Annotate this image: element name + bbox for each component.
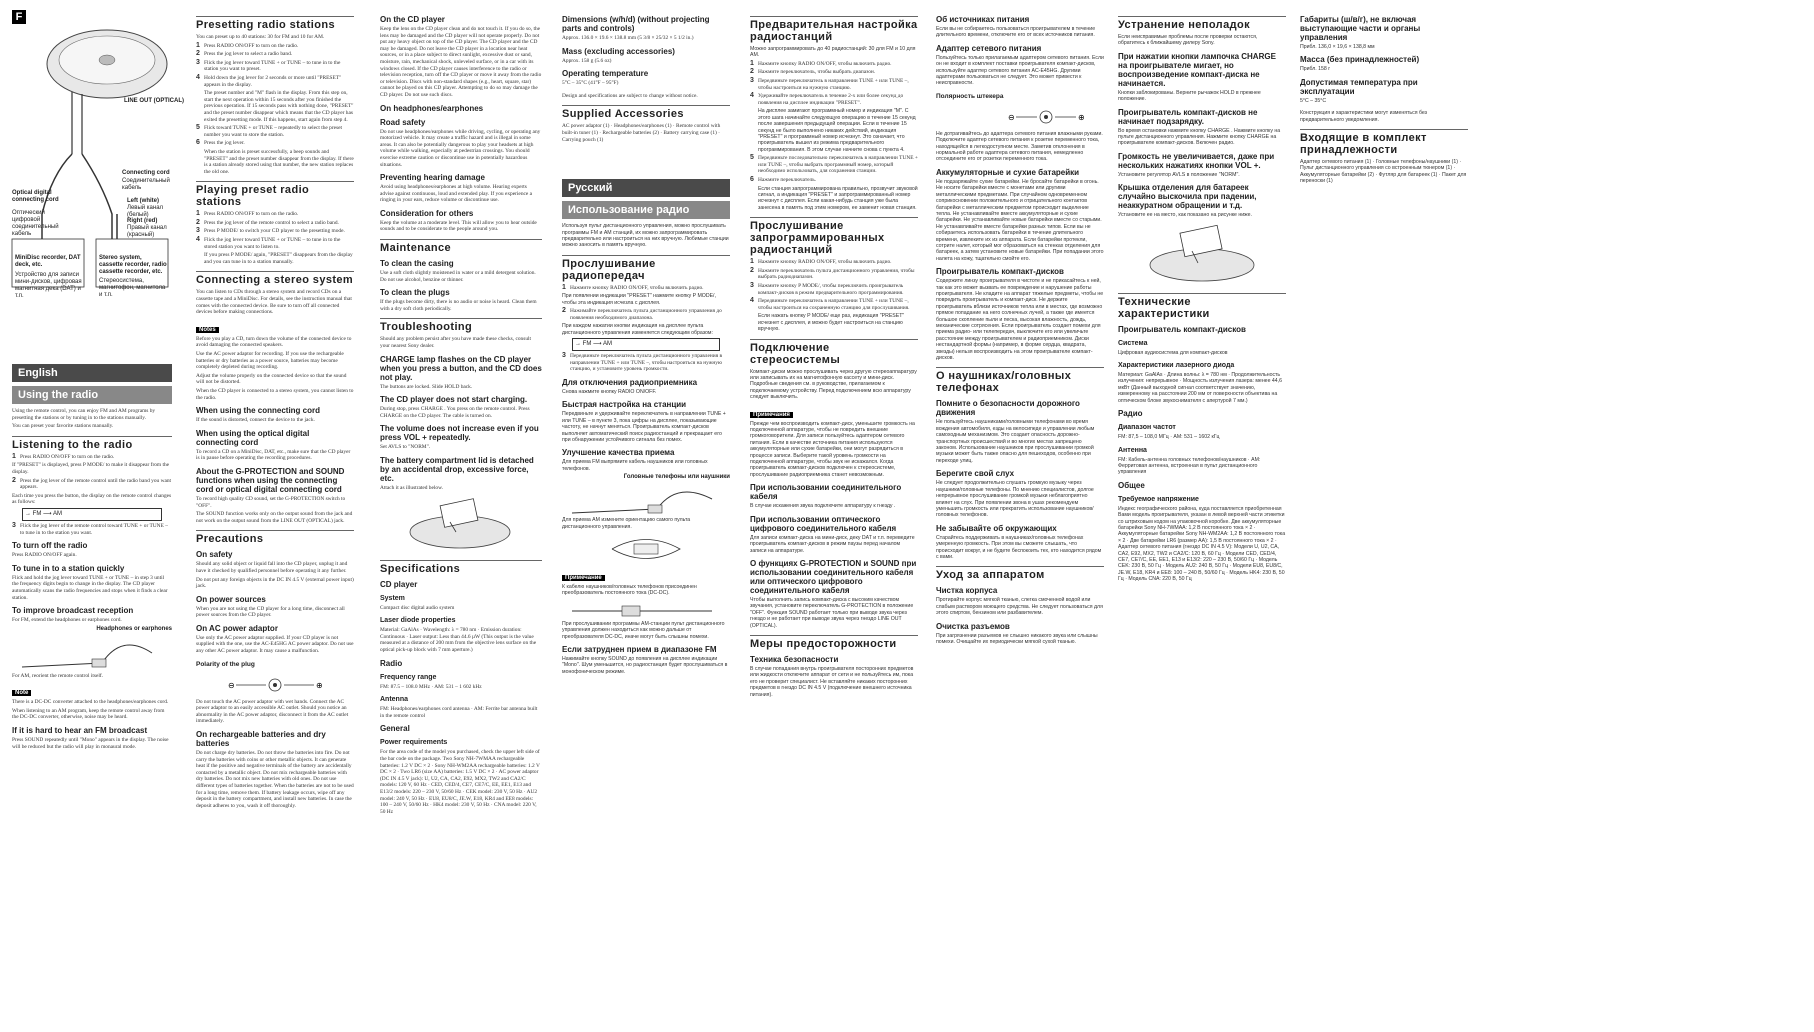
trouble-3-heading: The volume does not increase even if you press VOL + repeatedly. (380, 424, 539, 443)
ru-power-req-heading: Требуемое напряжение (1118, 495, 1199, 503)
cd-player-heading: CD player (380, 579, 418, 589)
using-cord-heading: When using the connecting cord (196, 406, 320, 416)
playing-step-1: 1 Press RADIO ON/OFF to turn on the radio. (196, 210, 299, 218)
optical-cord-label-ru: Оптический цифровой соединительный кабель (12, 210, 59, 237)
laser-text: Material: GaAlAs · Wavelength: λ = 780 nm · Emission duration: Continuous · Laser output: Less than 44.6 µW (This output is the value measured at a distance of 200 mm from the objective lens surface on the optical pick-up block with 7 mm aperture.) (380, 627, 537, 653)
power-src-text: When you are not using the CD player for a long time, disconnect all power sources from the CD player. (196, 605, 345, 619)
cd-text: Keep the lens on the CD player clean and do not touch it. If you do so, the lens may be damaged and the CD player will not operate properly. Do not put any heavy object on top of the CD player. The CD player and the CD may be damaged. Do not leave the CD player in a location near heat sources, or in a place subject to direct sunlight, excessive dust or sand, moisture, rain, mechanical shock, unleveled surface, or in a car with its windows closed. If the CD player causes interference to the radio or television reception, turn off the CD player or move it away from the radio or television. Discs with non-standard shapes (e.g., heart, square, star) cannot be played on this CD player. Attempting to do so may damage the CD player. Do not use such discs. (380, 26, 542, 98)
connecting-text: You can listen to CDs through a stereo system and record CDs on a cassette tape and a MiniDisc. For details, see the instruction manual that comes with the connected device. Be sure to turn off all connected devices before making connections. (196, 289, 352, 316)
ru-presetting-step-4b: На дисплее замигают программный номер и индикация "M". С этого шага начинайте следующую операцию в течение 15 секунд после завершения предыдущей операции. Если в течение 15 секунд не было выполнено никаких действий, индикация "PRESET" и программный номер исчезнут. Это означает, что проигрыватель вышел из режима предварительного программирования. В этом случае начните снова с пункта 4. (758, 108, 916, 153)
ru-road-heading: Помните о безопасности дорожного движения (936, 399, 1080, 418)
ru-note-tag: Примечание (562, 575, 605, 581)
supplied-text: AC power adaptor (1) · Headphones/earphones (1) · Remote control with built-in tuner (1) · Rechargeable batteries (2) · Battery carrying case (1) · Carrying pouch (1) (562, 123, 721, 143)
ru-band-cycle: → FM ⟶ AM (572, 338, 720, 351)
notes-1: Before you play a CD, turn down the volume of the connected device to avoid damaging the connected speakers. (196, 335, 352, 349)
ru-safety-text: В случае попадания внутрь проигрывателя посторонних предметов или жидкости отключите аппарат от сети и не пользуйтесь им, пока его не проверит специалист. Не вставляйте никаких посторонних предметов в гнездо DC IN 4.5 V (подключение внешнего источника питания). (750, 665, 914, 698)
optical-heading: When using the optical digital connecting cord (196, 428, 310, 447)
others-text: Keep the volume at a moderate level. This will allow you to hear outside sounds and to be considerate to the people around you. (380, 219, 537, 233)
column-5 (750, 10, 918, 1022)
ru-cd-heading: Проигрыватель компакт-дисков (936, 267, 1064, 277)
ru-ac-text: Пользуйтесь только прилагаемым адаптером сетевого питания. Если он не входит в комплект поставки проигрывателя компакт-дисков, используйте адаптер сетевого питания AC-E45HG. Другими адаптерами пользоваться не следует. Это может привести к неисправности. (936, 54, 1104, 87)
ru-precautions-heading: Меры предосторожности (750, 635, 918, 650)
ru-listening-step-1: 1 Нажмите кнопку RADIO ON/OFF, чтобы включить радио. (562, 283, 704, 291)
playing-text: If you press P MODE/ again, "PRESET" disappears from the display and you can tune in to a station manually. (204, 252, 353, 265)
ru-antenna-heading: Антенна (1118, 446, 1147, 454)
tune-quick-text: Flick and hold the jog lever toward TUNE + or TUNE – in step 3 until the frequency digits begin to change in the display. The CD player automatically scans the radio frequencies and stops when it finds a clear station. (12, 574, 168, 601)
ru-safety-heading: Техника безопасности (750, 654, 839, 664)
gprot-text-2: The SOUND function works only on the output sound from the jack and not work on the output sound from the LINE OUT (OPTICAL) jack. (196, 511, 353, 524)
ru-plugs-text: При загрязнении разъемов не слышно никакого звука или слышны помехи. Очищайте их периодически мягкой сухой тканью. (936, 632, 1098, 645)
ru-headphones-illustration (562, 481, 730, 517)
ru-trouble-1-text: Кнопки заблокированы. Верните рычажок HOLD в прежнее положение. (1118, 89, 1261, 103)
right-red-label: Right (red) (127, 218, 158, 224)
headphones-label: Headphones or earphones (96, 625, 172, 632)
ru-optical-text: Для записи компакт-диска на мини-диск, деку DAT и т.п. переведите проигрыватель компакт-дисков в режим паузы перед началом записи на аппаратуре. (750, 534, 915, 554)
column-1 (12, 10, 184, 1022)
turn-off-text: Press RADIO ON/OFF again. (12, 552, 77, 559)
plugs-heading: To clean the plugs (380, 288, 450, 298)
supplied-heading: Supplied Accessories (562, 105, 730, 120)
listening-step-1b: If "PRESET" is displayed, press P MODE/ to make it disappear from the display. (12, 462, 170, 475)
power-req-text: For the area code of the model you purchased, check the upper left side of the bar code on the package. Two Sony NH-7WMAA rechargeable batteries: 1.2 V DC × 2 · Sony NH-WM2AA rechargeable batteries: 1.2 V DC × 2 · Two LR6 (size AA) batteries: 1.5 V DC × 2 · AC power adaptor (DC IN 4.5 V jack): U, U2, CA, CA2, E92, MX2, TW2 and CA2/C models: 120 V, 60 Hz · CED, CED/4, CE7, CE7/C, EE, EE1, E13 and E13/2 models: 220 – 230 V, 50/60 Hz · CEK model: 230 V, 50 Hz · AU2 model: 240 V, 50 Hz · EU8, EU8/C, JE.W, E18, KR4 and EE8 models: 100 – 240 V, 50/60 Hz · HK4 model: 230 V, 50 Hz · CNA model: 220 V, 50 Hz (380, 749, 540, 815)
ru-gprot-text: Чтобы выполнить запись компакт-диска с высоким качеством звучания, установите переключатель G-PROTECTION в положение "OFF". Функция SOUND работает только при выводе звука через гнездо и не работает при выводе звука через гнездо LINE OUT (OPTICAL). (750, 596, 914, 629)
ru-polarity-plug-icon (936, 103, 1104, 131)
ru-playing-step-2: 2 Нажмите переключатель пульта дистанционного управления, чтобы выбрать радиодиапазон. (750, 266, 915, 281)
safety-text-1: Should any solid object or liquid fall into the CD player, unplug it and have it checked by qualified personnel before operating it any further. (196, 561, 348, 574)
ac-text-2: Do not touch the AC power adaptor with wet hands. Connect the AC power adaptor to an easily accessible AC outlet. Should you notice an abnormality in the AC power adaptor, disconnect it from the AC outlet immediately. (196, 698, 349, 725)
ru-trouble-4-text: Установите ее на место, как показано на рисунке ниже. (1118, 212, 1252, 219)
ru-headphones-label: Головные телефоны или наушники (623, 474, 730, 481)
power-req-heading: Power requirements (380, 739, 448, 747)
ru-playing-text: Если нажать кнопку P MODE/ еще раз, индикация "PRESET" исчезнет с дисплея, и можно будет настроиться на станцию вручную. (758, 313, 905, 333)
notes-3: Adjust the volume properly on the connected device so that the sound will not be distorted. (196, 372, 347, 386)
ru-trouble-1-heading: При нажатии кнопки лампочка CHARGE на проигрывателе мигает, но воспроизведение компакт-диска не начинается. (1118, 51, 1276, 88)
ru-power-req-text: Индекс географического района, куда поставляется приобретенная Вами модель проигрывателя, указан в левой верхней части этикетки со штриховым кодом на упаковочной коробке. Две аккумуляторные батарейки Sony NH-7WMAA: 1,2 В постоянного тока × 2 · Аккумуляторные батарейки Sony NH-WM2AA: 1,2 В постоянного тока × 2 · Две батарейки LR6 (размер AA): 1,5 В постоянного тока × 2 · Адаптер сетевого питания (гнездо DC IN 4.5 V): Модели U, U2, CA, CA2, E92, MX2, TW2 и CA2/C: 120 В, 60 Гц · Модели CED, CED/4, CE7, CE7/C, EE, EE1, E13 и E13/2: 220 – 230 В, 50/60 Гц · Модель CEK: 230 В, 50 Гц · Модель AU2: 240 В, 50 Гц · Модели EU8, EU8/C, JE.W, E18, KR4 и EE8: 100 – 240 В, 50/60 Гц · Модель HK4: 230 В, 50 Гц · Модель CNA: 220 В, 50 Гц (1118, 505, 1286, 583)
ru-playing-step-3: 3 Нажмите кнопку P MODE/, чтобы переключить проигрыватель компакт-дисков в режим предварительного программирования. (750, 282, 904, 296)
ru-presetting-text: Можно запрограммировать до 40 радиостанций: 30 для FM и 10 для AM. (750, 46, 916, 59)
ru-notes-tag: Примечания (750, 412, 793, 418)
ru-turn-off-heading: Для отключения радиоприемника (562, 377, 698, 387)
column-6 (936, 10, 1104, 1022)
minidisc-box-label: MiniDisc recorder, DAT deck, etc. (15, 255, 81, 268)
ru-power-src-text: Если вы не собираетесь пользоваться проигрывателем в течение длительного времени, отключите его от всех источников питания. (936, 26, 1096, 39)
ru-ac-heading: Адаптер сетевого питания (936, 43, 1042, 53)
ru-monaural-text: Нажимайте кнопку SOUND до появления на дисплее индикации "Mono". Шум уменьшится, но радиостанция будет прослушиваться в монофоническом режиме. (562, 656, 728, 675)
plugs-text: If the plugs become dirty, there is no audio or noise is heard. Clean them with a dry soft cloth periodically. (380, 299, 537, 312)
ru-casing-text: Протирайте корпус мягкой тканью, слегка смоченной водой или слабым раствором моющего средства. Не следует пользоваться для этого спиртом, бензином или разбавителем. (936, 597, 1103, 617)
optical-text: To record a CD on a MiniDisc, DAT, etc., make sure that the CD player is in pause before operating the recording procedures. (196, 448, 351, 462)
stereo-box-label: Stereo system, cassette recorder, radio cassette recorder, etc. (99, 255, 167, 275)
presetting-heading: Presetting radio stations (196, 16, 354, 31)
ru-dims-heading: Габариты (ш/в/г), не включая выступающие части и органы управления (1300, 15, 1421, 42)
ru-system-heading: Система (1118, 339, 1148, 347)
ru-listening-step-1b: При появлении индикации "PRESET" нажмите кнопку P MODE/, чтобы эта индикация исчезла с дисплея. (562, 293, 716, 306)
ac-text: Use only the AC power adaptor supplied. If your CD player is not supplied with the one, use the AC-E45HG AC power adaptor. Do not use any other AC power adaptor. It may cause a malfunction. (196, 634, 354, 655)
ru-playing-step-1: 1 Нажмите кнопку RADIO ON/OFF, чтобы включить радио. (750, 258, 892, 266)
ru-system-text: Цифровая аудиосистема для компакт-дисков (1118, 349, 1228, 356)
ru-playing-heading: Прослушивание запрограммированных радиостанций (750, 217, 918, 256)
ru-monaural-heading: Если затруднен прием в диапазоне FM (562, 645, 717, 655)
trouble-3-text: Set AVLS to "NORM". (380, 444, 431, 451)
ru-listening-step-2: 2 Нажимайте переключатель пульта дистанционного управления до появления необходимого диапазона. (562, 307, 722, 321)
road-text: Do not use headphones/earphones while driving, cycling, or operating any motorized vehicle. It may create a traffic hazard and is illegal in some areas. It can also be potentially dangerous to play your headsets at high volume while walking, especially at pedestrian crossings. You should exercise extreme caution or discontinue use in potentially hazardous situations. (380, 128, 541, 168)
ru-plugs-heading: Очистка разъемов (936, 621, 1010, 631)
ru-batt-text: Не подзаряжайте сухие батарейки. Не бросайте батарейки в огонь. Не носите батарейки вместе с монетами или другими металлическими предметами. При случайном одновременном соприкосновении положительного и отрицательного контактов батарейки с металлическим предметом происходит выделение тепла. Не устанавливайте вместе аккумуляторные и сухие батарейки. Не устанавливайте новые батарейки вместе со старыми. Не устанавливайте вместе батарейки разных типов. Если вы не собираетесь использовать батарейки в течение длительного времени, извлеките их из аппарата. Если батарейки протекли, сотрите налет, который мог образоваться на стенках отделения для батареек, а затем установите новые батарейки. При попадании этого налета на кожу, тщательно смойте его. (936, 178, 1104, 262)
casing-text: Use a soft cloth slightly moistened in water or a mild detergent solution. Do not use alcohol, benzine or thinner. (380, 270, 536, 283)
ru-power-src-heading: Об источниках питания (936, 15, 1030, 24)
listening-step-2b: Each time you press the button, the display on the remote control changes as follows: (12, 492, 172, 506)
notes-tag: Notes (196, 327, 219, 333)
band-cycle: → FM ⟶ AM (22, 508, 162, 521)
ru-presetting-heading: Предварительная настройка радиостанций (750, 16, 918, 43)
system-heading: System (380, 594, 405, 602)
presetting-step-2: 2 Press the jog lever to select a radio band. (196, 50, 293, 58)
ru-freq-heading: Диапазон частот (1118, 424, 1176, 432)
turn-off-heading: To turn off the radio (12, 541, 88, 551)
trouble-2-heading: The CD player does not start charging. (380, 395, 528, 405)
trouble-4-text: Attach it as illustrated below. (380, 485, 443, 491)
ru-trouble-4-heading: Крышка отделения для батареек случайно выскочила при падении, неаккуратном обращении и т.д. (1118, 183, 1257, 211)
improve-heading: To improve broadcast reception (12, 606, 134, 616)
polarity-heading: Polarity of the plug (196, 660, 255, 668)
temp-text: 5°C – 35°C (41°F – 95°F) (562, 80, 619, 87)
monaural-heading: If it is hard to hear an FM broadcast (12, 726, 148, 736)
ru-laser-text: Материал: GaAlAs · Длина волны: λ = 780 нм · Продолжительность излучения: непрерывное · Мощность излучения лазера: менее 44,6 мкВт (Данный выходной сигнал соответствует значению, измеренному на расстоянии 200 мм от поверхности объектива на оптическом блоке звукоснимателя с апертурой 7 мм.) (1118, 372, 1282, 404)
freq-text: FM: 87.5 – 108.0 MHz · AM: 531 – 1 602 kHz (380, 683, 482, 690)
notes-4: When the CD player is connected to a stereo system, you cannot listen to the radio. (196, 387, 354, 401)
ru-listening-step-2b: При каждом нажатии кнопки индикация на дисплее пульта дистанционного управления изменяется следующим образом: (562, 323, 713, 336)
ru-playing-step-4: 4 Передвиньте переключатель в направлении TUNE + или TUNE –, чтобы настроиться на сохраненную станцию для прослушивания. (750, 297, 910, 311)
note-tag: Note (12, 690, 31, 696)
ru-presetting-step-1: 1 Нажмите кнопку RADIO ON/OFF, чтобы включить радио. (750, 59, 892, 67)
ru-using-cord-heading: При использовании соединительного кабеля (750, 483, 902, 502)
ru-turn-off-text: Снова нажмите кнопку RADIO ON/OFF. (562, 388, 657, 395)
ru-maintenance-heading: Уход за аппаратом (936, 566, 1104, 581)
ru-improve-text: Для приема FM выпрямите кабель наушников или головных телефонов. (562, 459, 708, 472)
ru-using-radio-heading: Использование радио (562, 201, 730, 219)
ru-presetting-step-3: 3 Передвиньте переключатель в направлении TUNE + или TUNE –, чтобы настроиться на нужную станцию. (750, 77, 909, 91)
design-text: Design and specifications are subject to change without notice. (562, 92, 698, 99)
left-white-label-ru: Левый канал (белый) (127, 205, 164, 218)
ru-others-text: Старайтесь поддерживать в наушниках/головных телефонах умеренную громкость. При этом вы сможете слышать, что происходит вокруг, и не будете беспокоить тех, кто находится рядом с вами. (936, 534, 1102, 560)
polarity-plug-icon (196, 671, 354, 699)
ru-notes-text: Прежде чем воспроизводить компакт-диск, уменьшите громкость на подключенной аппаратуре, чтобы не повредить внешние громкоговорители. Для записи пользуйтесь адаптером сетевого питания. Если в качестве источника питания используются аккумуляторные или сухие батарейки, они могут разрядиться в процессе записи. Выберите такой уровень громкости на подключенной аппаратуре, чтобы звук не искажался. Когда проигрыватель компакт-дисков подключен к стереосистеме, прослушивание радиоприемника станет невозможным. (750, 420, 915, 478)
connection-diagram (12, 24, 172, 289)
ru-battery-lid-illustration (1118, 221, 1286, 287)
left-white-label: Left (white) (127, 198, 159, 204)
ru-mass-text: Прибл. 158 г (1300, 66, 1331, 73)
ru-trouble-heading: Устранение неполадок (1118, 16, 1286, 31)
system-text: Compact disc digital audio system (380, 604, 455, 611)
improve-text: For FM, extend the headphones or earphones cord. (12, 617, 122, 624)
playing-step-4: 4 Flick the jog lever toward TUNE + or TUNE – to tune in to the stored station you want to listen to. (196, 236, 341, 250)
ru-others-heading: Не забывайте об окружающих (936, 523, 1057, 533)
trouble-4-heading: The battery compartment lid is detached by an accidental drop, excessive force, etc. (380, 456, 534, 483)
ru-hp-heading: О наушниках/головных телефонах (936, 367, 1104, 394)
notes-2: Use the AC power adaptor for recording. If you use the rechargeable batteries or dry batteries as a power source, batteries may become completely depleted during recording. (196, 351, 344, 371)
presetting-step-6: 6 Press the jog lever. (196, 139, 245, 147)
ru-laser-heading: Характеристики лазерного диода (1118, 362, 1235, 370)
monaural-text: Press SOUND repeatedly until "Mono" appears in the display. The noise will be reduced but the radio will play in monaural mode. (12, 737, 169, 750)
lang-bar-russian: Русский (562, 179, 730, 197)
ru-antenna-text: FM: Кабель-антенна головных телефонов/наушников · AM: Ферритовая антенна, встроенная в пульт дистанционного управления (1118, 456, 1261, 476)
ru-using-cord-text: В случае искажения звука подключите аппаратуру к гнезду . (750, 503, 896, 510)
mass-text: Approx. 158 g (5.6 oz) (562, 57, 612, 64)
others-heading: Consideration for others (380, 208, 474, 218)
svg-text:⊖: ⊖ (228, 680, 235, 690)
ru-general-heading: Общее (1118, 480, 1145, 490)
road-heading: Road safety (380, 117, 426, 127)
ru-trouble-3-heading: Громкость не увеличивается, даже при нескольких нажатиях кнопки VOL +. (1118, 151, 1275, 170)
playing-heading: Playing preset radio stations (196, 181, 354, 208)
ru-presetting-step-5: 5 Передвиньте последовательно переключатель в направлении TUNE + или TUNE –, чтобы выбрать программный номер, который необходимо использовать, для сохранения станции. (750, 154, 918, 175)
using-radio-text-2: You can preset your favorite stations manually. (12, 423, 114, 430)
ru-presetting-step-2: 2 Нажмите переключатель, чтобы выбрать диапазон. (750, 68, 876, 76)
batt-text: Do not charge dry batteries. Do not throw the batteries into fire. Do not carry the batteries with coins or other metallic objects. It can generate heat if the positive and negative terminals of the battery are accidentally contacted by a metallic object. Do not mix rechargeable batteries with dry batteries. Do not mix new batteries with old ones. Do not use different types of batteries together. When the batteries are not to be used for a long time, remove them. If battery leakage occurs, wipe off any deposit in the battery compartment, and install new batteries. In case the deposit adheres to you, wash it off thoroughly. (196, 750, 354, 809)
ru-cd-player-heading: Проигрыватель компакт-дисков (1118, 324, 1246, 334)
cd-heading: On the CD player (380, 15, 445, 24)
column-4 (562, 10, 730, 1022)
hearing-heading: Preventing hearing damage (380, 173, 485, 183)
tune-quick-heading: To tune in to a station quickly (12, 563, 125, 573)
trouble-1-heading: CHARGE lamp flashes on the CD player when you press a button, and the CD does not play. (380, 354, 542, 382)
ru-specs-heading: Технические характеристики (1118, 293, 1286, 320)
ru-supplied-heading: Входящие в комплект принадлежности (1300, 129, 1468, 156)
batt-heading: On rechargeable batteries and dry batteries (196, 730, 326, 749)
ru-quick-text: Передвиньте и удерживайте переключатель в направлении TUNE + или TUNE – в пункте 3, пока цифры на дисплее, показывающие частоту, не начнут меняться. Проигрыватель компакт-дисков выполняет автоматический поиск радиостанций и прекращает его при обнаружении устойчивого сигнала без помех. (562, 411, 726, 443)
ru-note-text: К кабелю наушников/головных телефонов присоединен преобразователь постоянного тока (DC-DC). (562, 584, 697, 597)
temp-heading: Operating temperature (562, 69, 649, 79)
ac-heading: On AC power adaptor (196, 623, 278, 633)
stereo-box-label-ru: Стереосистема, магнитофон, магнитола и т.п. (99, 278, 166, 298)
ru-dc-converter-illustration (562, 599, 730, 621)
antenna-text: FM: Headphones/earphones cord antenna · AM: Ferrite bar antenna built in the remote control (380, 706, 538, 719)
hearing-text: Avoid using headphones/earphones at high volume. Hearing experts advise against continuous, loud and extended play. If you experience a ringing in your ears, reduce volume or discontinue use. (380, 184, 533, 204)
svg-text:⊕: ⊕ (1078, 112, 1085, 122)
ru-cd-text: Содержите линзу проигрывателя в чистоте и не прикасайтесь к ней, так как это может вызвать ее повреждение и нарушение работы проигрывателя. Не кладите на аппарат тяжелые предметы, чтобы не повредить проигрыватель и компакт-диск. Не держите проигрыватель вблизи источников тепла или в местах, где возможно прямое попадание на него солнечных лучей, а также где имеется большое скопление пыли и песка, высокая влажность, дождь, механические сотрясения. Если проигрыватель создает помехи для приема радио- или телепередач, выключите его или увеличьте расстояние между проигрывателем и радиоприемником. Диски нестандартной формы (например, в форме сердца, квадрата, звезды) нельзя воспроизводить на этом проигрывателе компакт-дисков. (936, 278, 1104, 362)
column-8 (1300, 10, 1468, 1022)
ru-trouble-2-heading: Проигрыватель компакт-дисков не начинает подзарядку. (1118, 107, 1258, 126)
listening-heading: Listening to the radio (12, 436, 172, 451)
ru-mass-heading: Масса (без принадлежностей) (1300, 55, 1420, 65)
presetting-step-3: 3 Flick the jog lever toward TUNE + or TUNE – to tune in to the station you want to preset. (196, 58, 341, 73)
ru-trouble-2-text: Во время остановки нажмите кнопку CHARGE . Нажмите кнопку на пульте дистанционного управления. Нажмите кнопку CHARGE на проигрывателе компакт-дисков. Включен радио. (1118, 127, 1281, 147)
ru-presetting-step-4: 4 Удерживайте переключатель в течение 2-х или более секунд до появления на дисплее индикации "PRESET". (750, 92, 904, 106)
ru-hearing-heading: Берегите свой слух (936, 469, 1015, 479)
listening-step-3: 3 Flick the jog lever of the remote control toward TUNE + or TUNE – to tune in to the station you want. (12, 521, 168, 536)
figure-tag: F (12, 10, 26, 24)
connecting-cord-label-ru: Соединительный кабель (122, 178, 170, 191)
using-cord-text: If the sound is distorted, connect the device to the jack. (196, 417, 315, 424)
ru-am-program-text: При прослушивании программы AM-станции пульт дистанционного управления должен находиться как можно дальше от преобразователя DC-DC, иначе могут быть слышны помехи. (562, 620, 725, 640)
ru-listening-step-3: 3 Передвиньте переключатель пульта дистанционного управления в направлении TUNE + или TUNE –, чтобы настроиться на нужную станцию, и установите уровень громкости. (562, 352, 723, 373)
connecting-heading: Connecting a stereo system (196, 271, 354, 286)
ru-hearing-text: Не следует продолжительно слушать громкую музыку через наушники/головные телефоны. По мнению специалистов, долгое непрерывное прослушивание громкой музыки неблагоприятно влияет на слух. При появлении звона в ушах рекомендуем уменьшить громкость или прекратить использование наушников/головных телефонов. (936, 480, 1094, 519)
optical-cord-label: Optical digital connecting cord (12, 190, 59, 203)
right-red-label-ru: Правый канал (красный) (127, 225, 167, 238)
ru-connecting-text: Компакт-диски можно прослушивать через другую стереоаппаратуру или записывать их на магнитофонную кассету и мини-диск. Подробные сведения см. в руководстве, прилагаемом к подключаемому устройству. Перед подключением всю аппаратуру следует выключить. (750, 368, 917, 401)
ru-dims-text: Прибл. 136,0 × 19,6 × 138,8 мм (1300, 44, 1375, 50)
column-7 (1118, 10, 1286, 1022)
lang-bar-english: English (12, 364, 172, 382)
trouble-2-text: During stop, press CHARGE . You press on the remote control. Press CHARGE on the CD player. The cable is turned on. (380, 406, 530, 419)
am-text: For AM, reorient the remote control itself. (12, 672, 104, 679)
mass-heading: Mass (excluding accessories) (562, 46, 675, 56)
using-radio-text: Using the remote control, you can enjoy FM and AM programs by presetting the stations or by tuning in to the stations manually. (12, 408, 156, 421)
dims-heading: Dimensions (w/h/d) (without projecting parts and controls) (562, 15, 710, 33)
ru-listening-heading: Прослушивание радиопередач (562, 255, 730, 282)
ru-ac-text-2: Не дотрагивайтесь до адаптера сетевого питания влажными руками. Подключите адаптер сетевого питания к розетке переменного тока, находящейся в легкодоступном месте. Заметив отклонения в нормальной работе адаптера сетевого питания, немедленно отсоедините его от розетки переменного тока. (936, 130, 1103, 163)
connecting-cord-label: Connecting cord (122, 170, 170, 176)
ru-gprot-heading: О функциях G-PROTECTION и SOUND при использовании соединительного кабеля или оптического цифрового соединительного кабеля (750, 558, 917, 595)
freq-heading: Frequency range (380, 673, 437, 681)
playing-step-2: 2 Press the jog lever of the remote control to select a radio band. (196, 218, 339, 226)
note-text: There is a DC-DC converter attached to the headphones/earphones cord. (12, 699, 169, 706)
presetting-step-5: 5 Flick toward TUNE + or TUNE – repeatedly to select the preset number you want to store the station. (196, 124, 343, 138)
ru-temp-heading: Допустимая температура при эксплуатации (1300, 77, 1418, 96)
presetting-step-4: 4 Hold down the jog lever for 2 seconds or more until "PRESET" appears in the display. (196, 73, 342, 88)
ru-optical-heading: При использовании оптического цифрового соединительного кабеля (750, 514, 897, 533)
trouble-heading: Troubleshooting (380, 318, 542, 333)
ru-improve-heading: Улучшение качества приема (562, 448, 675, 458)
laser-heading: Laser diode properties (380, 617, 456, 625)
precautions-heading: Precautions (196, 530, 354, 545)
gprot-text-1: To record high quality CD sound, set the G-PROTECTION switch to "OFF". (196, 495, 346, 509)
gprot-heading: About the G-PROTECTION and SOUND functions when using the connecting cord or optical digital connecting cord (196, 466, 345, 494)
ru-presetting-step-6: 6 Нажмите переключатель. (750, 176, 817, 183)
using-radio-heading: Using the radio (12, 386, 172, 404)
ru-design-text: Конструкция и характеристики могут изменяться без предварительного уведомления. (1300, 110, 1428, 123)
ru-polarity-heading: Полярность штекера (936, 92, 1004, 100)
listening-step-2: 2 Press the jog lever of the remote control until the radio band you want appears. (12, 476, 172, 491)
ru-presetting-step-6b: Если станция запрограммирована правильно, прозвучит звуковой сигнал, а индикация "PRESET" и запрограммированный номер исчезнут с дисплея. Если какая-нибудь станция уже была занесена в память под этим номером, ее заменит новая станция. (758, 185, 918, 211)
ru-casing-heading: Чистка корпуса (936, 586, 998, 596)
safety-text-2: Do not put any foreign objects in the DC IN 4.5 V (external power input) jack. (196, 576, 354, 590)
svg-text:⊕: ⊕ (316, 680, 323, 690)
playing-step-3: 3 Press P MODE/ to switch your CD player to the presetting mode. (196, 227, 345, 235)
radio-heading: Radio (380, 658, 403, 668)
antenna-heading: Antenna (380, 696, 408, 704)
presetting-step-4b: The preset number and "M" flash in the display. From this step on, start the next operation within 15 seconds after you finished the previous operation. If 15 seconds pass with nothing done, "PRESET" and the preset number disappear which means that the CD player has exited the presetting mode. If this happens, start again from step 4. (204, 90, 354, 123)
ru-road-text: Не пользуйтесь наушниками/головными телефонами во время вождения автомобиля, езды на велосипеде и управлении любым самоходным механизмом. Это создает опасность дорожно-транспортных происшествий и во многих местах запрещено законом. Использование наушников при прослушивании громкой музыки может быть также опасно для пешеходов, особенно при переходе улиц. (936, 419, 1095, 464)
headphones-illustration (12, 633, 172, 673)
ru-freq-text: FM: 87,5 – 108,0 МГц · AM: 531 – 1602 кГц (1118, 434, 1220, 441)
minidisc-box-label-ru: Устройство для записи мини-дисков, цифровая магнитная дека (DAT) и т.п. (15, 272, 82, 299)
ru-radio-heading: Радио (1118, 409, 1143, 419)
dims-text: Approx. 136.0 × 19.6 × 138.8 mm (5 3/8 × 25/32 × 5 1/2 in.) (562, 35, 694, 41)
ru-am-text: Для приема AM измените ориентацию самого пульта дистанционного управления. (562, 517, 691, 530)
trouble-text: Should any problem persist after you have made these checks, consult your nearest Sony dealer. (380, 336, 532, 350)
trouble-1-text: The buttons are locked. Slide HOLD back. (380, 383, 473, 390)
ru-trouble-3-text: Установите регулятор AVLS в положение "NORM". (1118, 171, 1240, 178)
presetting-step-1: 1 Press RADIO ON/OFF to turn on the radio. (196, 41, 299, 49)
power-src-heading: On power sources (196, 594, 266, 604)
ru-remote-illustration (562, 532, 730, 566)
column-3 (380, 10, 542, 1022)
specs-heading: Specifications (380, 560, 542, 575)
battery-lid-illustration (380, 494, 542, 554)
hp-heading: On headphones/earphones (380, 103, 484, 113)
ru-temp-text: 5°C – 35°C (1300, 97, 1327, 104)
casing-heading: To clean the casing (380, 259, 454, 269)
presetting-step-6b: When the station is preset successfully, a beep sounds and "PRESET" and the preset number disappear from the display. If there is a station already stored using that number, the new station replaces the old one. (204, 148, 354, 175)
ru-connecting-heading: Подключение стереосистемы (750, 339, 918, 366)
line-out-label: LINE OUT (OPTICAL) (124, 98, 184, 104)
maintenance-heading: Maintenance (380, 239, 542, 254)
column-2 (196, 10, 354, 1022)
ru-quick-heading: Быстрая настройка на станции (562, 400, 687, 410)
ru-supplied-text: Адаптер сетевого питания (1) · Головные телефоны/наушники (1) · Пульт дистанционного управления со встроенным тюнером (1) · Аккумуляторные батарейки (2) · Футляр для батареек (1) · Пакет для переноски (1) (1300, 159, 1467, 185)
am-program-text: When listening to an AM program, keep the remote control away from the DC-DC converter, otherwise, noise may be heard. (12, 707, 165, 721)
listening-step-1: 1 Press RADIO ON/OFF to turn on the radio. (12, 452, 115, 460)
ru-batt-heading: Аккумуляторные и сухие батарейки (936, 167, 1080, 177)
svg-text:⊖: ⊖ (1008, 112, 1015, 122)
presetting-text: You can preset up to 40 stations: 30 for FM and 10 for AM. (196, 34, 325, 40)
ru-using-radio-text: Используя пульт дистанционного управления, можно прослушивать программы FM и AM станций, их можно запрограммировать предварительно или настроиться на них вручную. Любимые станции можно заносить в память вручную. (562, 223, 729, 249)
safety-heading: On safety (196, 550, 233, 560)
general-heading: General (380, 724, 410, 734)
ru-trouble-text: Если неисправимые проблемы после проверки остаются, обратитесь к ближайшему дилеру Sony. (1118, 34, 1258, 47)
